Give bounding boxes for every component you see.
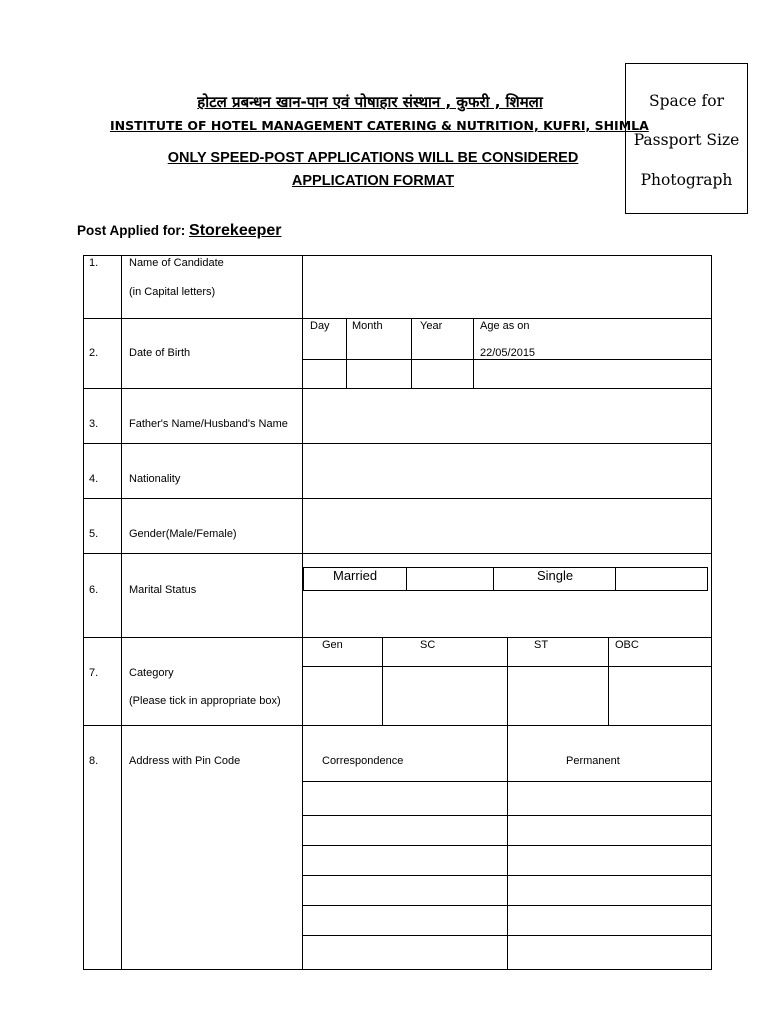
row7-label: Category (129, 667, 174, 679)
hindi-title: होटल प्रबन्धन खान-पान एवं पोषाहार संस्थान , कुफरी , शिमला (197, 93, 543, 111)
row8-number: 8. (89, 755, 99, 767)
marital-single-label: Single (537, 568, 574, 583)
marital-married-label: Married (333, 568, 378, 583)
row3-label: Father's Name/Husband's Name (129, 418, 288, 430)
post-applied-label: Post Applied for: (77, 223, 186, 238)
dob-year-label: Year (420, 320, 443, 332)
row2-label: Date of Birth (129, 347, 191, 359)
row5-number: 5. (89, 528, 99, 540)
category-gen-label: Gen (322, 639, 343, 651)
address-permanent-label: Permanent (566, 755, 620, 767)
row6-label: Marital Status (129, 584, 197, 596)
row4-number: 4. (89, 473, 99, 485)
category-sc-label: SC (420, 639, 436, 651)
category-st-label: ST (534, 639, 549, 651)
dob-day-label: Day (310, 320, 330, 332)
row1-number: 1. (89, 257, 99, 269)
row1-label: Name of Candidate (129, 257, 224, 269)
photo-box-line3: Photograph (640, 171, 733, 189)
row1-sublabel: (in Capital letters) (129, 286, 216, 298)
dob-month-label: Month (352, 320, 383, 332)
age-as-on-label: Age as on (480, 320, 530, 332)
category-obc-label: OBC (615, 639, 639, 651)
photo-box-line2: Passport Size (633, 131, 740, 149)
age-as-on-date: 22/05/2015 (480, 347, 536, 359)
row6-number: 6. (89, 584, 99, 596)
application-format-heading: APPLICATION FORMAT (291, 173, 455, 189)
row4-label: Nationality (129, 473, 181, 485)
row7-sublabel: (Please tick in appropriate box) (129, 695, 281, 707)
row3-number: 3. (89, 418, 99, 430)
institute-name: INSTITUTE OF HOTEL MANAGEMENT CATERING & NUTRITION, KUFRI, SHIMLA (110, 118, 649, 133)
row8-label: Address with Pin Code (129, 755, 241, 767)
row5-label: Gender(Male/Female) (129, 528, 237, 540)
photo-box-line1: Space for (648, 92, 725, 110)
row2-number: 2. (89, 347, 99, 359)
address-correspondence-label: Correspondence (322, 755, 404, 767)
speed-post-notice: ONLY SPEED-POST APPLICATIONS WILL BE CONSIDERED (167, 150, 579, 166)
row7-number: 7. (89, 667, 99, 679)
post-applied-value: Storekeeper (189, 222, 282, 239)
